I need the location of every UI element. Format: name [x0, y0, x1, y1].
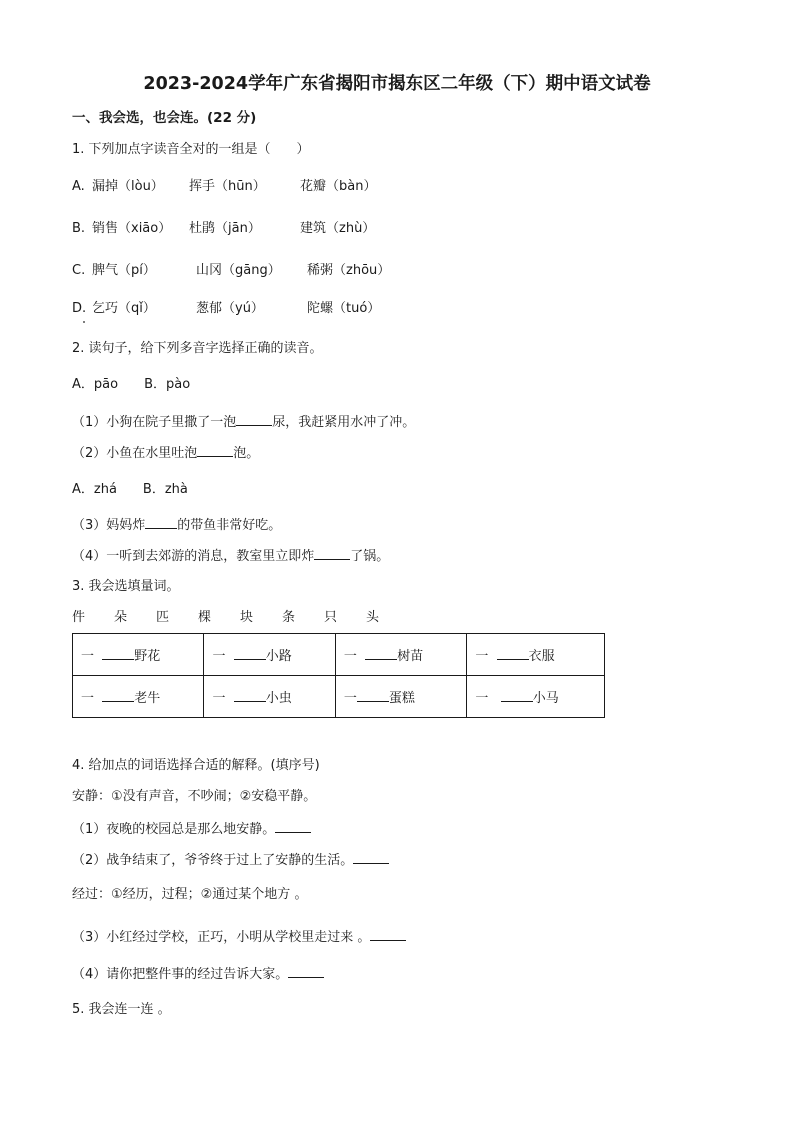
- answer-blank[interactable]: [102, 689, 134, 702]
- option-c-item-1: 脾气（pí）: [92, 263, 156, 278]
- answer-blank[interactable]: [275, 820, 311, 833]
- answer-blank[interactable]: [145, 516, 177, 529]
- question-2-stem: 2. 读句子，给下列多音字选择正确的读音。: [72, 341, 323, 356]
- answer-blank[interactable]: [357, 689, 389, 702]
- option-b-item-3: 建筑（zhù）: [300, 221, 376, 236]
- question-5-stem: 5. 我会连一连 。: [72, 1002, 171, 1017]
- answer-blank[interactable]: [370, 928, 406, 941]
- option-b-item-2: 杜鹃（jān）: [189, 221, 261, 236]
- question-3-stem: 3. 我会选填量词。: [72, 579, 180, 594]
- question-2-sentence-1: （1）小狗在院子里撒了一泡 尿，我赶紧用水冲了冲。: [72, 415, 416, 430]
- answer-blank[interactable]: [288, 965, 324, 978]
- pronunciation-options-zha: A．zhá B．zhà: [72, 482, 188, 497]
- option-c-item-2: 山冈（gāng）: [196, 263, 281, 278]
- measure-word: 匹: [156, 610, 170, 625]
- question-2-sentence-3: （3）妈妈炸 的带鱼非常好吃。: [72, 518, 282, 533]
- question-4-sentence-4: （4）请你把整件事的经过告诉大家。: [72, 965, 324, 984]
- table-row: [73, 634, 605, 676]
- question-2-sentence-2: （2）小鱼在水里吐泡 泡。: [72, 446, 260, 461]
- option-a-letter: A.: [72, 179, 85, 194]
- measure-word: 条: [282, 610, 296, 625]
- option-a-item-2: 挥手（hūn）: [189, 179, 266, 194]
- table-row: [73, 676, 605, 718]
- answer-blank[interactable]: [197, 444, 233, 457]
- option-a-item-3: 花瓣（bàn）: [300, 179, 377, 194]
- question-4-sentence-2: （2）战争结束了，爷爷终于过上了安静的生活。: [72, 851, 389, 870]
- measure-word-table: [72, 633, 605, 718]
- pronunciation-options-pao: A．pāo B．pào: [72, 377, 191, 392]
- option-c-item-3: 稀粥（zhōu）: [307, 263, 391, 278]
- table-cell: 一 野花: [73, 634, 204, 676]
- option-d-item-1: 乞巧（qǐ）: [92, 301, 156, 316]
- option-b-item-1: 销售（xiāo）: [92, 221, 172, 236]
- section-heading: 一、我会选，也会连。(22 分): [72, 110, 257, 126]
- table-cell: 一 衣服: [467, 634, 605, 676]
- option-b-letter: B.: [72, 221, 86, 236]
- table-cell: 一 树苗: [335, 634, 466, 676]
- measure-word: 头: [366, 610, 380, 625]
- question-2-sentence-4: （4）一听到去郊游的消息，教室里立即炸 了锅。: [72, 549, 390, 564]
- measure-word: 棵: [198, 610, 212, 625]
- table-cell: 一 小马: [467, 676, 605, 718]
- table-cell: 一 蛋糕: [335, 676, 466, 718]
- answer-blank[interactable]: [353, 851, 389, 864]
- definition-anjing: 安静：①没有声音，不吵闹；②安稳平静。: [72, 789, 317, 804]
- option-d-item-3: 陀螺（tuó）: [307, 301, 381, 316]
- question-4-stem: 4. 给加点的词语选择合适的解释。(填序号): [72, 758, 320, 773]
- page-title: 2023-2024学年广东省揭阳市揭东区二年级（下）期中语文试卷: [143, 74, 651, 94]
- measure-word: 只: [324, 610, 338, 625]
- answer-blank[interactable]: [234, 647, 266, 660]
- table-cell: 一 小路: [204, 634, 335, 676]
- option-c-letter: C.: [72, 263, 86, 278]
- table-cell: 一 老牛: [73, 676, 204, 718]
- question-4-sentence-1: （1）夜晚的校园总是那么地安静。: [72, 820, 311, 839]
- emphasis-dot: [83, 321, 85, 323]
- measure-word: 块: [240, 610, 254, 625]
- question-1-stem: 1. 下列加点字读音全对的一组是（ ）: [72, 142, 310, 157]
- answer-blank[interactable]: [314, 547, 350, 560]
- table-cell: 一 小虫: [204, 676, 335, 718]
- measure-word: 朵: [114, 610, 128, 625]
- answer-blank[interactable]: [501, 689, 533, 702]
- answer-blank[interactable]: [236, 413, 272, 426]
- answer-blank[interactable]: [365, 647, 397, 660]
- measure-word: 件: [72, 610, 86, 625]
- option-d-letter: D.: [72, 301, 87, 316]
- option-d-item-2: 葱郁（yú）: [196, 301, 264, 316]
- answer-blank[interactable]: [497, 647, 529, 660]
- answer-blank[interactable]: [234, 689, 266, 702]
- option-a-item-1: 漏掉（lòu）: [92, 179, 164, 194]
- definition-jingguo: 经过：①经历，过程；②通过某个地方 。: [72, 887, 308, 902]
- question-4-sentence-3: （3）小红经过学校，正巧，小明从学校里走过来 。: [72, 928, 406, 947]
- answer-blank[interactable]: [102, 647, 134, 660]
